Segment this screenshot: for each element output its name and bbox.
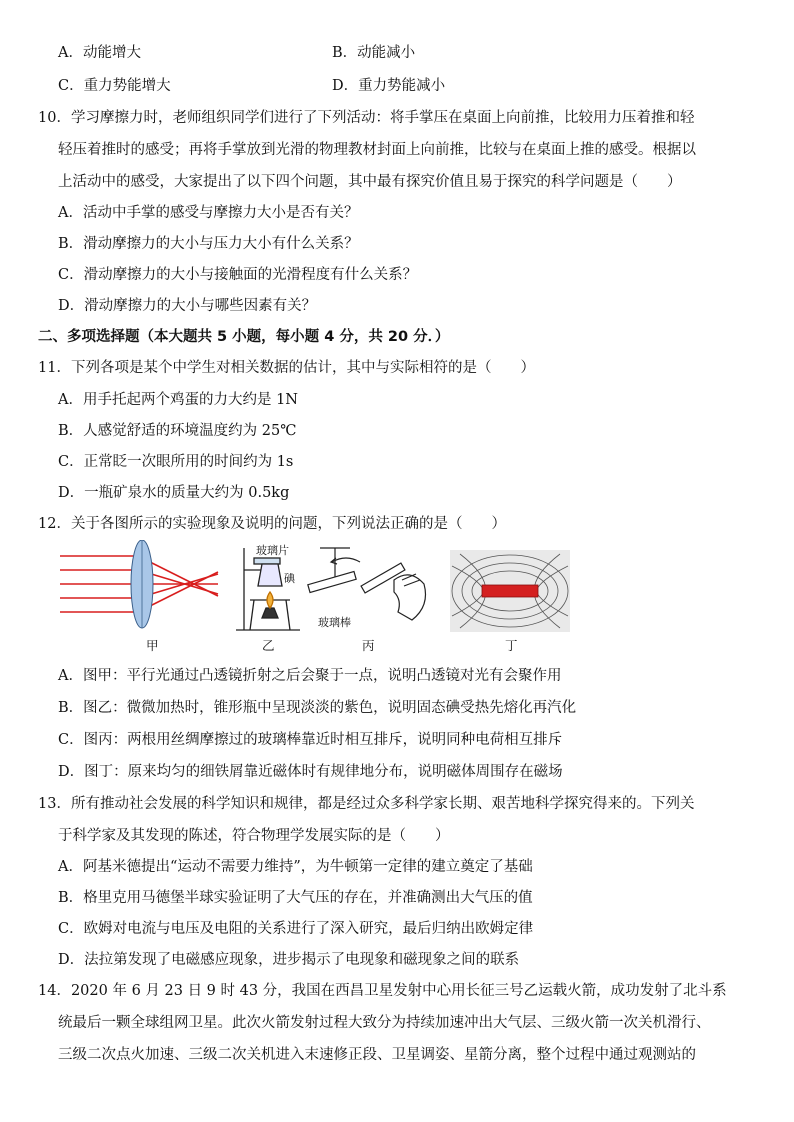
label-iodine: 碘 bbox=[284, 572, 295, 585]
q14-stem-line3: 三级二次点火加速、三级二次关机进入末速修正段、卫星调姿、星箭分离，整个过程中通过观测站的 bbox=[58, 1047, 696, 1063]
q11-option-c: C．正常眨一次眼所用的时间约为 1s bbox=[58, 454, 294, 470]
q14-stem-line1: 14．2020 年 6 月 23 日 9 时 43 分，我国在西昌卫星发射中心用长征三号乙运载火箭，成功发射了北斗系 bbox=[38, 983, 727, 999]
q13-stem-line2: 于科学家及其发现的陈述，符合物理学发展实际的是（ ） bbox=[58, 828, 450, 844]
figure-label-ding: 丁 bbox=[505, 638, 518, 653]
q9-option-c: C．重力势能增大 bbox=[58, 78, 171, 94]
q11-option-a: A．用手托起两个鸡蛋的力大约是 1N bbox=[58, 392, 298, 408]
q9-option-d: D．重力势能减小 bbox=[332, 78, 446, 94]
q9-option-a: A．动能增大 bbox=[58, 45, 141, 61]
q12-stem: 12．关于各图所示的实验现象及说明的问题，下列说法正确的是（ ） bbox=[38, 516, 506, 532]
section-heading: 二、多项选择题（本大题共 5 小题，每小题 4 分，共 20 分．） bbox=[38, 329, 450, 345]
q13-option-c: C．欧姆对电流与电压及电阻的关系进行了深入研究，最后归纳出欧姆定律 bbox=[58, 921, 534, 937]
q10-stem-line3: 上活动中的感受，大家提出了以下四个问题，其中最有探究价值且易于探究的科学问题是（ ） bbox=[58, 174, 682, 190]
figure-jia-convex-lens bbox=[60, 540, 218, 628]
q10-stem-line1: 10．学习摩擦力时，老师组织同学们进行了下列活动：将手掌压在桌面上向前推，比较用力压着推和轻 bbox=[38, 110, 695, 126]
q10-option-c: C．滑动摩擦力的大小与接触面的光滑程度有什么关系？ bbox=[58, 267, 418, 283]
q14-stem-line2: 统最后一颗全球组网卫星。此次火箭发射过程大致分为持续加速冲出大气层、三级火箭一次关机滑行、 bbox=[58, 1015, 711, 1031]
q10-option-a: A．活动中手掌的感受与摩擦力大小是否有关？ bbox=[58, 205, 359, 221]
label-glass-sheet: 玻璃片 bbox=[256, 544, 289, 557]
q13-option-b: B．格里克用马德堡半球实验证明了大气压的存在，并准确测出大气压的值 bbox=[58, 890, 533, 906]
q13-option-a: A．阿基米德提出“运动不需要力维持”，为牛顿第一定律的建立奠定了基础 bbox=[58, 859, 533, 875]
q10-option-d: D．滑动摩擦力的大小与哪些因素有关？ bbox=[58, 298, 317, 314]
q13-stem-line1: 13．所有推动社会发展的科学知识和规律，都是经过众多科学家长期、艰苦地科学探究得来的。下列关 bbox=[38, 796, 695, 812]
figure-label-bing: 丙 bbox=[362, 638, 375, 653]
q10-option-b: B．滑动摩擦力的大小与压力大小有什么关系？ bbox=[58, 236, 359, 252]
q12-option-b: B．图乙：微微加热时，锥形瓶中呈现淡淡的紫色，说明固态碘受热先熔化再汽化 bbox=[58, 700, 577, 716]
q13-option-d: D．法拉第发现了电磁感应现象，进步揭示了电现象和磁现象之间的联系 bbox=[58, 952, 520, 968]
q11-stem: 11．下列各项是某个中学生对相关数据的估计，其中与实际相符的是（ ） bbox=[38, 360, 535, 376]
figure-label-yi: 乙 bbox=[262, 638, 275, 653]
q9-option-b: B．动能减小 bbox=[332, 45, 416, 61]
q11-option-b: B．人感觉舒适的环境温度约为 25℃ bbox=[58, 423, 297, 439]
q12-option-c: C．图丙：两根用丝绸摩擦过的玻璃棒靠近时相互排斥，说明同种电荷相互排斥 bbox=[58, 732, 563, 748]
figure-label-jia: 甲 bbox=[146, 638, 159, 653]
q12-figure bbox=[0, 540, 794, 660]
q12-option-a: A．图甲：平行光通过凸透镜折射之后会聚于一点，说明凸透镜对光有会聚作用 bbox=[58, 668, 562, 684]
figure-ding-magnet-iron-filings bbox=[450, 550, 570, 632]
q12-option-d: D．图丁：原来均匀的细铁屑靠近磁体时有规律地分布，说明磁体周围存在磁场 bbox=[58, 764, 563, 780]
q11-option-d: D．一瓶矿泉水的质量大约为 0.5kg bbox=[58, 485, 290, 501]
q10-stem-line2: 轻压着推时的感受；再将手掌放到光滑的物理教材封面上向前推，比较与在桌面上推的感受。根据以 bbox=[58, 142, 696, 158]
label-glass-rod: 玻璃棒 bbox=[318, 616, 351, 629]
figure-yi-iodine-apparatus bbox=[236, 548, 300, 630]
figure-bing-glass-rods bbox=[308, 548, 426, 620]
